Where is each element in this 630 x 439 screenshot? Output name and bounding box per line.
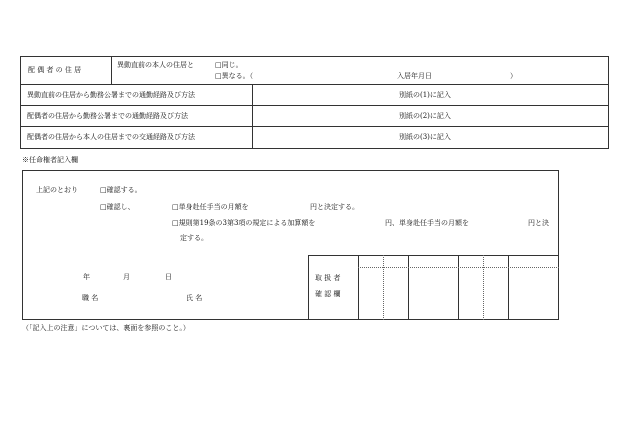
route-row-label: 配偶者の住居から勤務公署までの通勤経路及び方法 <box>27 112 188 120</box>
grid-line <box>308 255 559 256</box>
route-row-value: 別紙の(2)に記入 <box>399 112 451 120</box>
footnote: （「記入上の注意」については、裏面を参照のこと。） <box>22 324 190 332</box>
table-divider <box>111 56 112 84</box>
yen-monthly-text: 円、単身赴任手当の月額を <box>385 219 469 227</box>
grid-line <box>308 255 309 320</box>
table-divider <box>20 84 609 85</box>
handler-confirm-line2: 確 認 欄 <box>315 290 341 298</box>
grid-line-dotted <box>383 255 384 320</box>
date-month-label: 月 <box>123 273 130 281</box>
monthly-amount-checkbox-option[interactable]: □単身赴任手当の月額を <box>172 203 249 211</box>
confirm-and-checkbox-option[interactable]: □確認し、 <box>100 203 135 211</box>
handler-confirm-line1: 取 扱 者 <box>315 274 341 282</box>
grid-line <box>508 255 509 320</box>
route-row-label: 異動直前の住居から勤務公署までの通勤経路及び方法 <box>27 91 195 99</box>
lead-text: 上記のとおり <box>36 186 78 194</box>
table-divider <box>20 126 609 127</box>
decided-yen-text: 円と決定する。 <box>310 203 359 211</box>
prior-address-label: 異動直前の本人の住居と <box>117 61 194 69</box>
grid-line-dotted <box>358 267 559 268</box>
table-divider <box>20 105 609 106</box>
move-in-date-label: 入居年月日 <box>397 72 432 80</box>
route-row-label: 配偶者の住居から本人の住居までの交通経路及び方法 <box>27 133 195 141</box>
same-checkbox-option[interactable]: □同じ。 <box>215 61 243 69</box>
close-paren: ） <box>510 72 517 80</box>
name-label: 氏 名 <box>186 294 203 302</box>
route-row-value: 別紙の(1)に記入 <box>399 91 451 99</box>
yen-decide-text: 円と決 <box>528 219 549 227</box>
spouse-address-label: 配 偶 者 の 住 居 <box>28 66 82 74</box>
appointer-section-heading: ※任命権者記入欄 <box>22 156 78 164</box>
grid-line-dotted <box>483 255 484 320</box>
different-checkbox-option[interactable]: □異なる。（ <box>215 72 254 80</box>
date-year-label: 年 <box>83 273 90 281</box>
grid-line <box>358 255 359 320</box>
decide-cont-text: 定する。 <box>180 234 208 242</box>
date-day-label: 日 <box>165 273 172 281</box>
regulation-checkbox-option[interactable]: □規則第19条の3第3項の規定による加算額を <box>172 219 316 227</box>
grid-line <box>458 255 459 320</box>
position-label: 職 名 <box>82 294 99 302</box>
confirm-checkbox-option[interactable]: □確認する。 <box>100 186 142 194</box>
route-row-value: 別紙の(3)に記入 <box>399 133 451 141</box>
table-divider <box>252 84 253 149</box>
grid-line <box>408 255 409 320</box>
